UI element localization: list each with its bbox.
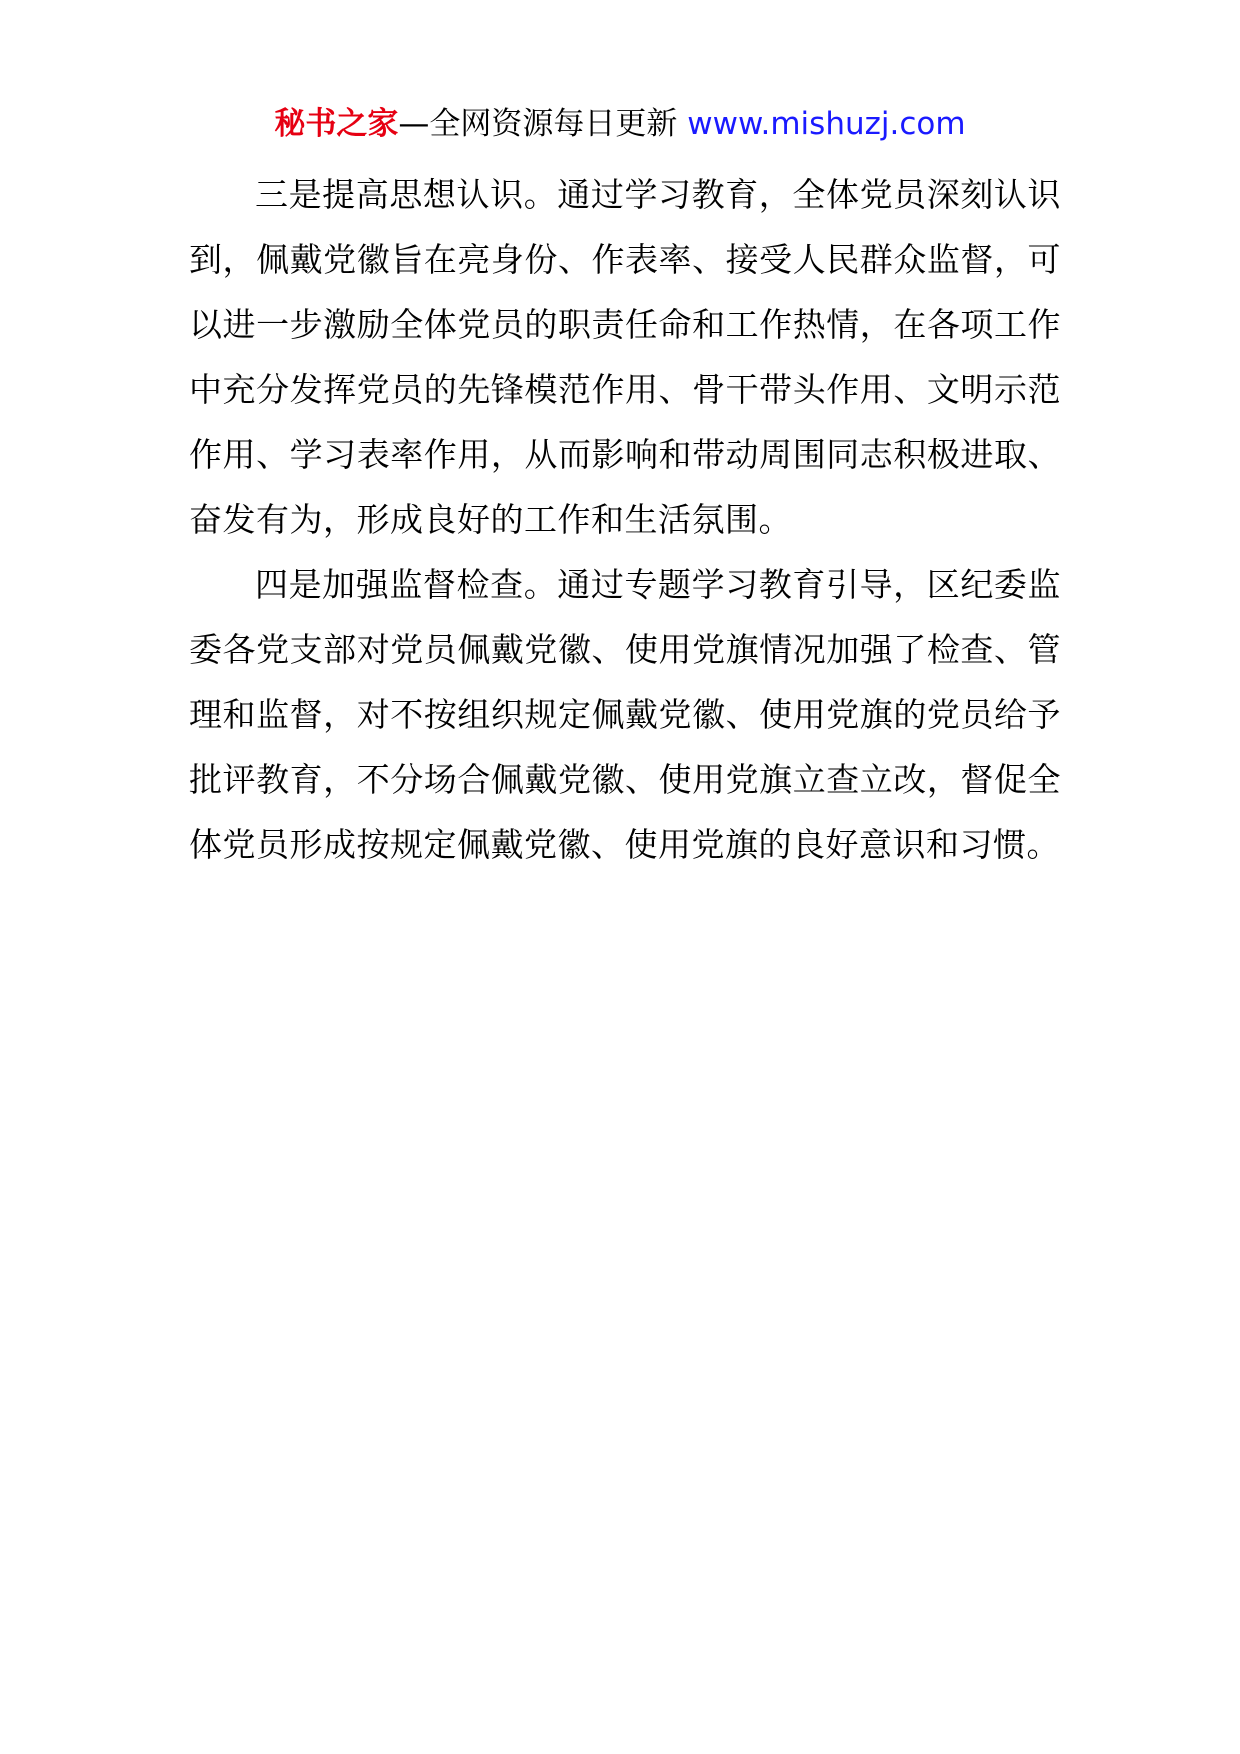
header-tagline: —全网资源每日更新 (398, 106, 678, 142)
paragraph-raise-awareness: 三是提高思想认识。通过学习教育，全体党员深刻认识到，佩戴党徽旨在亮身份、作表率、接受人民群众监督，可以进一步激励全体党员的职责任命和工作热情，在各项工作中充分发挥党员的先锋模范作用、骨干带头作用、文明示范作用、学习表率作用，从而影响和带动周围同志积极进取、奋发有为，形成良好的工作和生活氛围。 (189, 175, 1061, 539)
paragraph-strengthen-supervision: 四是加强监督检查。通过专题学习教育引导，区纪委监委各党支部对党员佩戴党徽、使用党旗情况加强了检查、管理和监督，对不按组织规定佩戴党徽、使用党旗的党员给予批评教育，不分场合佩戴党徽、使用党旗立查立改，督促全体党员形成按规定佩戴党徽、使用党旗的良好意识和习惯。 (189, 565, 1061, 864)
site-url-link[interactable]: www.mishuzj.com (687, 106, 966, 142)
document-body (189, 162, 1061, 877)
brand-name: 秘书之家 (274, 106, 399, 142)
page-header (0, 100, 1240, 148)
